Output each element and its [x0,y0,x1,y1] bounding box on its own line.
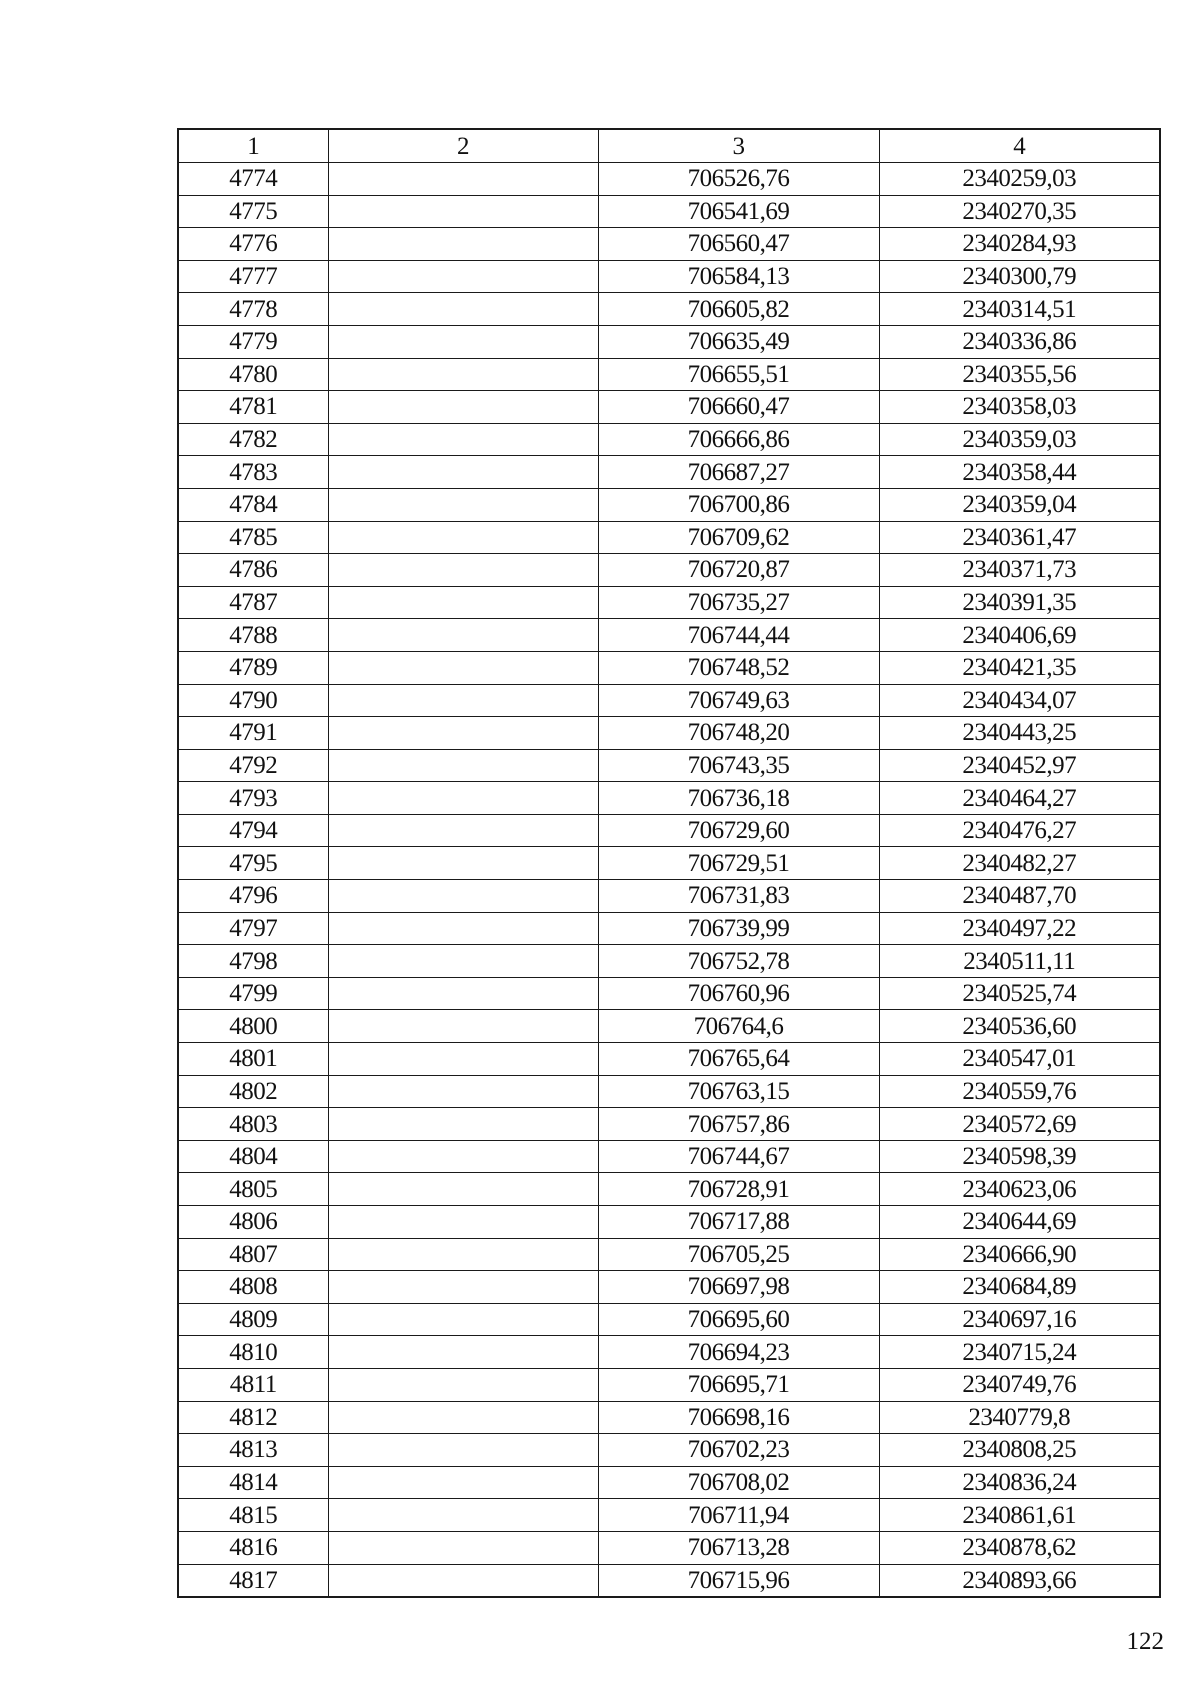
table-cell-col-3: 706736,18 [598,782,879,815]
table-cell-col-2 [328,358,598,391]
table-cell-col-3: 706744,67 [598,1140,879,1173]
table-row [178,456,1160,489]
table-cell-col-3: 706743,35 [598,749,879,782]
table-row [178,651,1160,684]
table-row [178,912,1160,945]
table-cell-col-1: 4806 [178,1206,328,1239]
table-row [178,423,1160,456]
table-cell-col-2 [328,1401,598,1434]
table-row [178,1466,1160,1499]
table-cell-col-4: 2340487,70 [879,880,1160,913]
table-cell-col-2 [328,1499,598,1532]
table-cell-col-1: 4793 [178,782,328,815]
table-row [178,1108,1160,1141]
table-cell-col-4: 2340476,27 [879,814,1160,847]
table-row [178,749,1160,782]
table-cell-col-1: 4809 [178,1303,328,1336]
table-cell-col-2 [328,880,598,913]
table-row [178,1075,1160,1108]
table-row [178,1499,1160,1532]
table-cell-col-3: 706695,71 [598,1368,879,1401]
table-row [178,521,1160,554]
table-cell-col-1: 4803 [178,1108,328,1141]
table-cell-col-2 [328,228,598,261]
table-row [178,1238,1160,1271]
table-cell-col-2 [328,782,598,815]
table-cell-col-3: 706720,87 [598,554,879,587]
table-cell-col-4: 2340284,93 [879,228,1160,261]
table-cell-col-2 [328,814,598,847]
table-cell-col-3: 706764,6 [598,1010,879,1043]
table-row [178,293,1160,326]
table-row [178,195,1160,228]
table-row [178,717,1160,750]
table-cell-col-2 [328,945,598,978]
table-row [178,1401,1160,1434]
table-cell-col-4: 2340536,60 [879,1010,1160,1043]
table-cell-col-4: 2340371,73 [879,554,1160,587]
table-cell-col-4: 2340861,61 [879,1499,1160,1532]
table-cell-col-2 [328,1173,598,1206]
table-cell-col-2 [328,456,598,489]
table-cell-col-4: 2340644,69 [879,1206,1160,1239]
table-cell-col-2 [328,1271,598,1304]
table-cell-col-1: 4816 [178,1531,328,1564]
table-cell-col-3: 706605,82 [598,293,879,326]
table-cell-col-1: 4790 [178,684,328,717]
table-cell-col-3: 706765,64 [598,1043,879,1076]
table-cell-col-4: 2340482,27 [879,847,1160,880]
table-row [178,1336,1160,1369]
table-cell-col-3: 706763,15 [598,1075,879,1108]
table-row [178,1564,1160,1597]
table-cell-col-4: 2340434,07 [879,684,1160,717]
table-cell-col-4: 2340697,16 [879,1303,1160,1336]
column-header-4: 4 [879,129,1160,163]
table-cell-col-4: 2340878,62 [879,1531,1160,1564]
table-row [178,945,1160,978]
table-cell-col-1: 4787 [178,586,328,619]
table-row [178,1434,1160,1467]
table-row [178,1531,1160,1564]
table-row [178,847,1160,880]
table-row [178,1206,1160,1239]
table-cell-col-1: 4804 [178,1140,328,1173]
table-cell-col-3: 706541,69 [598,195,879,228]
table-cell-col-1: 4795 [178,847,328,880]
table-row [178,814,1160,847]
table-cell-col-3: 706666,86 [598,423,879,456]
table-cell-col-4: 2340314,51 [879,293,1160,326]
table-cell-col-2 [328,1206,598,1239]
table-cell-col-4: 2340355,56 [879,358,1160,391]
table-cell-col-2 [328,684,598,717]
table-cell-col-4: 2340406,69 [879,619,1160,652]
table-cell-col-1: 4788 [178,619,328,652]
table-row [178,163,1160,196]
table-cell-col-3: 706760,96 [598,977,879,1010]
table-cell-col-2 [328,619,598,652]
table-cell-col-4: 2340259,03 [879,163,1160,196]
table-cell-col-1: 4810 [178,1336,328,1369]
table-cell-col-4: 2340749,76 [879,1368,1160,1401]
table-cell-col-1: 4779 [178,325,328,358]
table-cell-col-1: 4794 [178,814,328,847]
table-cell-col-1: 4775 [178,195,328,228]
table-cell-col-3: 706660,47 [598,391,879,424]
table-cell-col-1: 4814 [178,1466,328,1499]
table-cell-col-2 [328,325,598,358]
table-cell-col-4: 2340497,22 [879,912,1160,945]
table-cell-col-1: 4778 [178,293,328,326]
table-cell-col-3: 706749,63 [598,684,879,717]
table-row [178,1010,1160,1043]
table-cell-col-4: 2340359,03 [879,423,1160,456]
table-cell-col-2 [328,423,598,456]
table-cell-col-4: 2340684,89 [879,1271,1160,1304]
table-row [178,554,1160,587]
table-cell-col-2 [328,260,598,293]
table-cell-col-4: 2340572,69 [879,1108,1160,1141]
table-cell-col-1: 4811 [178,1368,328,1401]
table-cell-col-3: 706711,94 [598,1499,879,1532]
table-cell-col-2 [328,554,598,587]
table-cell-col-4: 2340270,35 [879,195,1160,228]
column-header-2: 2 [328,129,598,163]
page-number: 122 [1126,1628,1164,1655]
table-cell-col-4: 2340525,74 [879,977,1160,1010]
table-cell-col-2 [328,651,598,684]
table-cell-col-3: 706694,23 [598,1336,879,1369]
table-cell-col-1: 4785 [178,521,328,554]
table-row [178,1368,1160,1401]
table-cell-col-2 [328,163,598,196]
table-row [178,358,1160,391]
table-cell-col-1: 4812 [178,1401,328,1434]
table-row [178,684,1160,717]
table-cell-col-3: 706584,13 [598,260,879,293]
table-cell-col-4: 2340358,03 [879,391,1160,424]
table-cell-col-2 [328,1303,598,1336]
table-cell-col-4: 2340666,90 [879,1238,1160,1271]
table-cell-col-1: 4800 [178,1010,328,1043]
table-cell-col-1: 4789 [178,651,328,684]
header-row [178,129,1160,163]
table-cell-col-3: 706687,27 [598,456,879,489]
table-cell-col-3: 706757,86 [598,1108,879,1141]
table-row [178,619,1160,652]
table-cell-col-3: 706700,86 [598,488,879,521]
table-cell-col-1: 4797 [178,912,328,945]
table-cell-col-1: 4815 [178,1499,328,1532]
table-cell-col-3: 706731,83 [598,880,879,913]
table-cell-col-2 [328,1434,598,1467]
table-cell-col-2 [328,1336,598,1369]
table-cell-col-3: 706752,78 [598,945,879,978]
table-header [178,129,1160,163]
table-cell-col-1: 4774 [178,163,328,196]
table-cell-col-3: 706715,96 [598,1564,879,1597]
table-cell-col-4: 2340443,25 [879,717,1160,750]
table-cell-col-1: 4807 [178,1238,328,1271]
table-row [178,1140,1160,1173]
table-cell-col-3: 706729,51 [598,847,879,880]
table-cell-col-4: 2340421,35 [879,651,1160,684]
table-cell-col-3: 706729,60 [598,814,879,847]
table-cell-col-2 [328,1238,598,1271]
table-cell-col-2 [328,749,598,782]
table-cell-col-4: 2340623,06 [879,1173,1160,1206]
table-body [178,163,1160,1598]
table-cell-col-3: 706695,60 [598,1303,879,1336]
table-cell-col-3: 706526,76 [598,163,879,196]
table-row [178,782,1160,815]
table-cell-col-3: 706717,88 [598,1206,879,1239]
table-cell-col-2 [328,847,598,880]
table-cell-col-4: 2340391,35 [879,586,1160,619]
table-cell-col-1: 4786 [178,554,328,587]
table-cell-col-2 [328,977,598,1010]
table-row [178,977,1160,1010]
table-cell-col-3: 706748,20 [598,717,879,750]
table-cell-col-4: 2340808,25 [879,1434,1160,1467]
table-row [178,880,1160,913]
table-cell-col-1: 4781 [178,391,328,424]
column-header-1: 1 [178,129,328,163]
table-cell-col-4: 2340464,27 [879,782,1160,815]
table-row [178,1173,1160,1206]
table-cell-col-1: 4783 [178,456,328,489]
table-cell-col-1: 4808 [178,1271,328,1304]
table-cell-col-3: 706713,28 [598,1531,879,1564]
table-cell-col-1: 4802 [178,1075,328,1108]
table-cell-col-1: 4784 [178,488,328,521]
table-cell-col-3: 706739,99 [598,912,879,945]
table-cell-col-4: 2340598,39 [879,1140,1160,1173]
coordinates-table [177,128,1161,1598]
table-cell-col-4: 2340452,97 [879,749,1160,782]
table-row [178,260,1160,293]
table-cell-col-2 [328,1075,598,1108]
table-cell-col-3: 706705,25 [598,1238,879,1271]
column-header-3: 3 [598,129,879,163]
table-cell-col-4: 2340893,66 [879,1564,1160,1597]
table-row [178,1043,1160,1076]
table-cell-col-2 [328,1466,598,1499]
table-row [178,586,1160,619]
table-cell-col-1: 4799 [178,977,328,1010]
table-cell-col-3: 706708,02 [598,1466,879,1499]
table-cell-col-2 [328,521,598,554]
table-cell-col-2 [328,488,598,521]
table-cell-col-4: 2340336,86 [879,325,1160,358]
table-cell-col-4: 2340836,24 [879,1466,1160,1499]
table-cell-col-1: 4817 [178,1564,328,1597]
table-cell-col-4: 2340359,04 [879,488,1160,521]
table-cell-col-3: 706635,49 [598,325,879,358]
table-cell-col-1: 4792 [178,749,328,782]
table-cell-col-4: 2340358,44 [879,456,1160,489]
table-cell-col-2 [328,391,598,424]
table-cell-col-3: 706702,23 [598,1434,879,1467]
table-cell-col-3: 706698,16 [598,1401,879,1434]
table-cell-col-1: 4813 [178,1434,328,1467]
table-row [178,228,1160,261]
table-cell-col-2 [328,1368,598,1401]
table-cell-col-4: 2340779,8 [879,1401,1160,1434]
table-cell-col-2 [328,1531,598,1564]
table-row [178,1303,1160,1336]
table-cell-col-3: 706655,51 [598,358,879,391]
table-cell-col-1: 4782 [178,423,328,456]
table-cell-col-4: 2340715,24 [879,1336,1160,1369]
table-cell-col-1: 4776 [178,228,328,261]
table-cell-col-3: 706735,27 [598,586,879,619]
table-cell-col-2 [328,717,598,750]
table-cell-col-2 [328,1010,598,1043]
table-cell-col-2 [328,912,598,945]
table-cell-col-3: 706697,98 [598,1271,879,1304]
table-cell-col-1: 4798 [178,945,328,978]
table-row [178,325,1160,358]
table-cell-col-1: 4796 [178,880,328,913]
table-cell-col-1: 4801 [178,1043,328,1076]
table-cell-col-1: 4777 [178,260,328,293]
table-cell-col-2 [328,1043,598,1076]
table-cell-col-2 [328,1564,598,1597]
table-cell-col-2 [328,293,598,326]
table-cell-col-3: 706744,44 [598,619,879,652]
table-cell-col-2 [328,586,598,619]
table-cell-col-4: 2340547,01 [879,1043,1160,1076]
table-cell-col-3: 706560,47 [598,228,879,261]
table-row [178,391,1160,424]
table-cell-col-4: 2340559,76 [879,1075,1160,1108]
table-cell-col-3: 706728,91 [598,1173,879,1206]
table-cell-col-4: 2340511,11 [879,945,1160,978]
table-row [178,1271,1160,1304]
table-cell-col-1: 4805 [178,1173,328,1206]
table-cell-col-3: 706748,52 [598,651,879,684]
table-row [178,488,1160,521]
table-cell-col-1: 4791 [178,717,328,750]
table-cell-col-3: 706709,62 [598,521,879,554]
table-cell-col-2 [328,1108,598,1141]
table-cell-col-2 [328,195,598,228]
table-cell-col-4: 2340300,79 [879,260,1160,293]
table-cell-col-4: 2340361,47 [879,521,1160,554]
table-cell-col-1: 4780 [178,358,328,391]
table-cell-col-2 [328,1140,598,1173]
